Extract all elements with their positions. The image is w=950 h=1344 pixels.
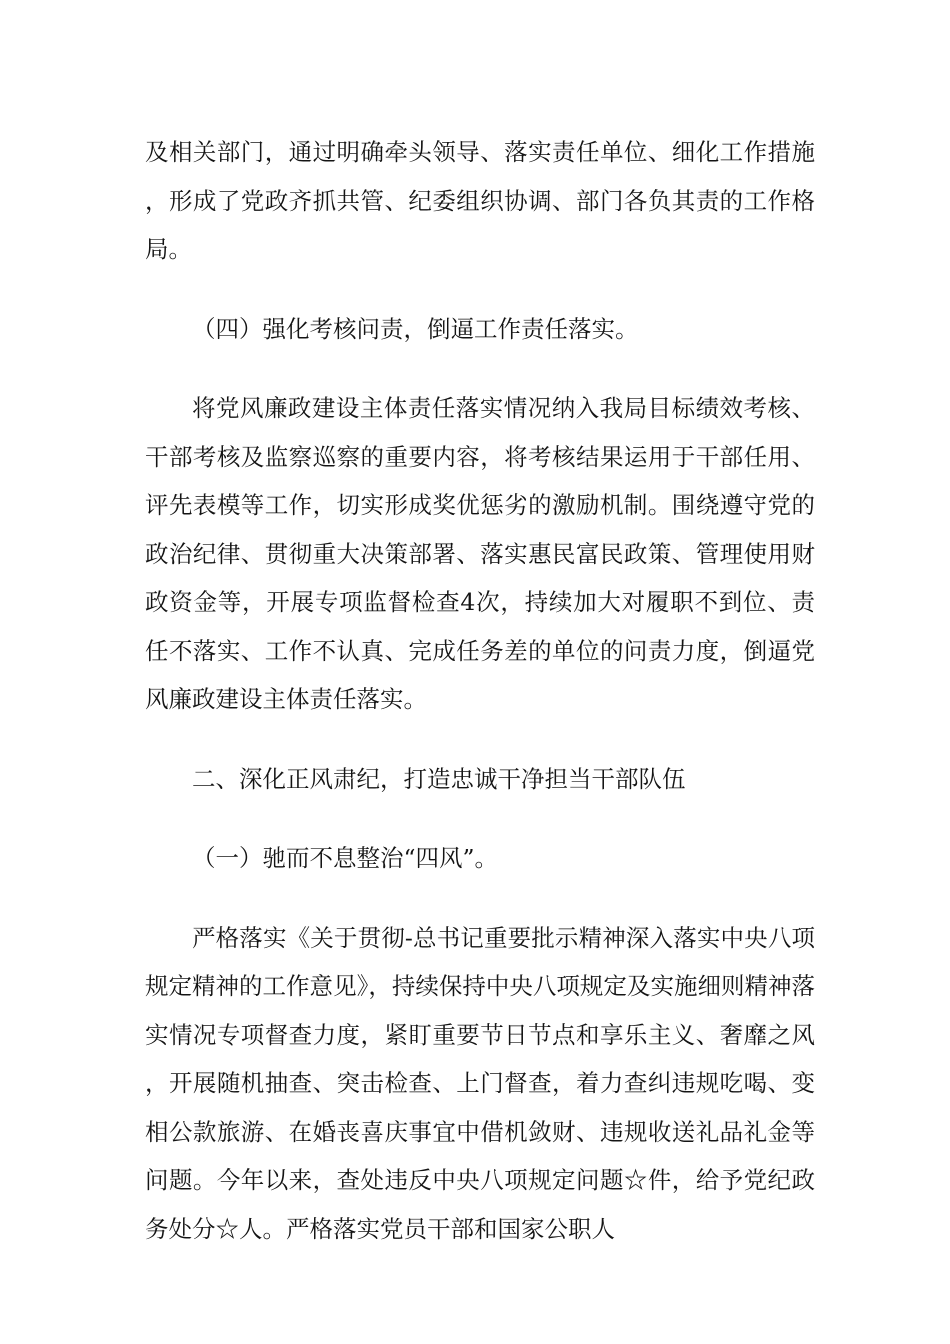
paragraph-continuation: 及相关部门，通过明确牵头领导、落实责任单位、细化工作措施，形成了党政齐抓共管、纪委组织协调、部门各负其责的工作格局。: [145, 138, 815, 263]
chapter-heading-two: 二、深化正风肃纪，打造忠诚干净担当干部队伍: [192, 764, 686, 793]
section-heading-four: （四）强化考核问责，倒逼工作责任落实。: [192, 314, 639, 343]
document-body: [145, 128, 815, 1253]
section-heading-one: （一）驰而不息整治“四风”。: [192, 844, 499, 872]
paragraph-four-winds: 严格落实《关于贯彻-总书记重要批示精神深入落实中央八项规定精神的工作意见》，持续保持中央八项规定及实施细则精神落实情况专项督查力度，紧盯重要节日节点和享乐主义、奢靡之风，开展随机抽查、突击检查、上门督查，着力查纠违规吃喝、变相公款旅游、在婚丧喜庆事宜中借机敛财、违规收送礼品礼金等问题。今年以来，查处违反中央八项规定问题☆件，给予党纪政务处分☆人。严格落实党员干部和国家公职人: [145, 923, 815, 1243]
paragraph-assessment: 将党风廉政建设主体责任落实情况纳入我局目标绩效考核、干部考核及监察巡察的重要内容，将考核结果运用于干部任用、评先表模等工作，切实形成奖优惩劣的激励机制。围绕遵守党的政治纪律、贯彻重大决策部署、落实惠民富民政策、管理使用财政资金等，开展专项监督检查4次，持续加大对履职不到位、责任不落实、工作不认真、完成任务差的单位的问责力度，倒逼党风廉政建设主体责任落实。: [145, 394, 815, 713]
